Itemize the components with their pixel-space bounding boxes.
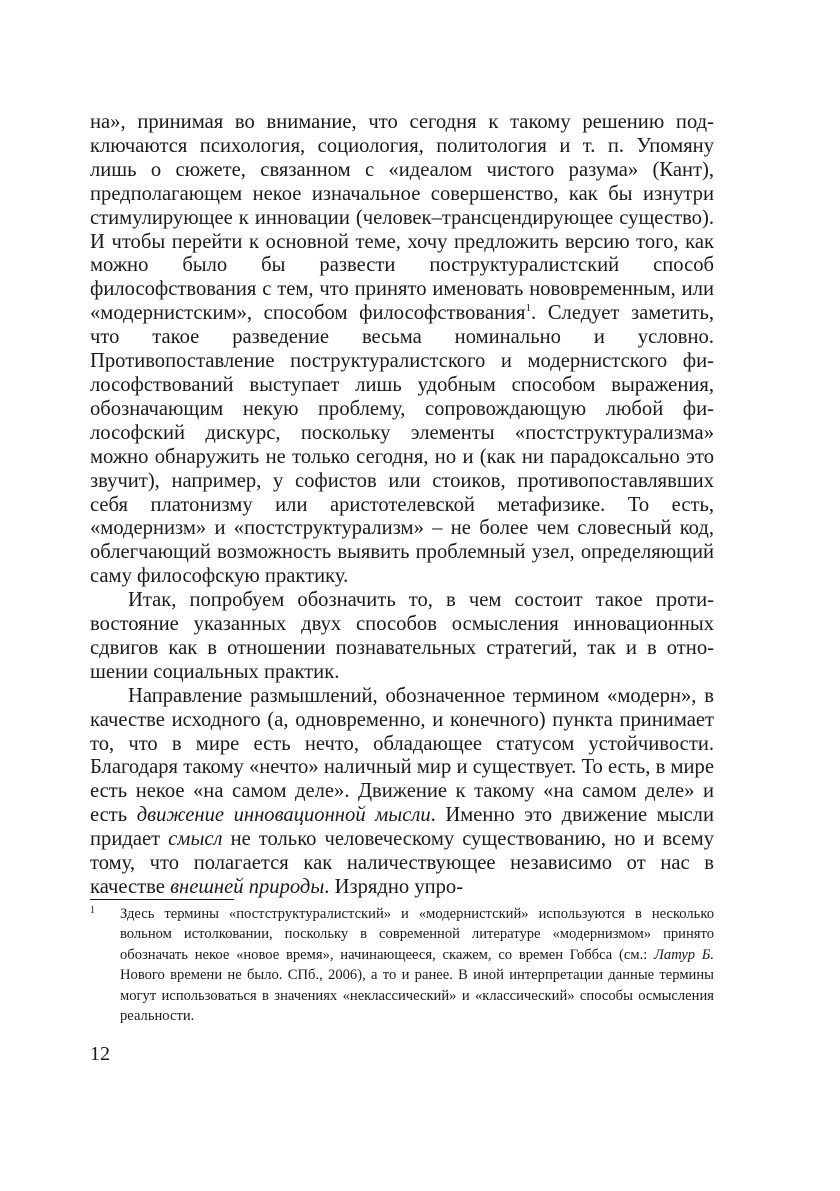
text-segment: на», принимая во внимание, что сегодня к такому решению подключаются психология, социология, политология и т. п. Упомяну лишь о сюжете, связанном с «идеалом чистого разума» (Кант), предполагающем некое изначальное совершенство, как бы изнутри стимулирующее к инновации (человек–трансцендирующее существо). И чтобы перейти к основной теме, хочу предложить версию того, как можно было бы развести поструктуралистский способ философствования с тем, что принято именовать нововременным, или «модернистским», способом философствования <box>90 111 714 325</box>
footnote <box>90 904 714 1026</box>
text-segment: не только человеческому существованию, но и всему тому, что полагается как наличествующее независимо от нас в качестве <box>90 828 714 898</box>
italic-phrase: движение инновационной мысли <box>136 804 431 827</box>
paragraph-3 <box>90 685 714 900</box>
italic-phrase: внешней природы <box>170 876 325 898</box>
footnote-number: 1 <box>90 905 95 916</box>
footnote-text <box>90 904 714 1026</box>
paragraph-1 <box>90 111 714 589</box>
footnote-separator <box>90 899 234 900</box>
paragraph-2 <box>90 589 714 685</box>
text-segment: . Изрядно упро- <box>324 876 464 898</box>
italic-phrase: смысл <box>168 828 223 851</box>
text-segment: . Следует заметить, что такое разведение весьма номинально и условно. Противопоставление поструктуралистского и модернистского философствований выступает лишь удобным способом выражения, обозначающим некую проблему, сопровождающую любой философский дискурс, поскольку элементы «постструктурализма» можно обнаружить не только сегодня, но и (как ни парадоксально это звучит), например, у софистов или стоиков, противопоставлявших себя платонизму или аристотелевской метафизике. То есть, «модернизм» и «постструктурализм» – не более чем словесный код, облегчающий возможность выявить проблемный узел, определяющий саму философскую практику. <box>90 302 714 588</box>
text-segment: Здесь термины «постструктуралистский» и «модернистский» используются в несколько вольном истолковании, поскольку в современной литературе «модернизмом» принято обозначать некое «новое время», начинающееся, скажем, со времен Гоббса (см.: <box>120 906 714 963</box>
italic-author: Латур Б. <box>654 946 715 963</box>
page-number: 12 <box>90 1043 110 1065</box>
text-segment: Направление размышлений, обозначенное термином «модерн», в качестве исходного (а, одновременно, и конечного) пункта принимает то, что в мире есть нечто, обладающее статусом устойчивости. Благодаря такому «нечто» наличный мир и существует. То есть, в мире есть некое «на самом деле». Движение к такому «на самом деле» и есть <box>90 684 714 827</box>
main-text <box>90 111 714 900</box>
text-segment: . Именно это движение мысли придает <box>90 804 714 851</box>
text-segment: Нового времени не было. СПб., 2006), а то и ранее. В иной интерпретации данные термины могут использоваться в значениях «неклассический» и «классический» способы осмысления реальности. <box>120 967 714 1025</box>
footnote-reference: 1 <box>525 302 532 315</box>
text-segment: Итак, попробуем обозначить то, в чем состоит такое противостояние указанных двух способов осмысления инновационных сдвигов как в отношении познавательных стратегий, так и в отношении социальных практик. <box>90 589 714 683</box>
